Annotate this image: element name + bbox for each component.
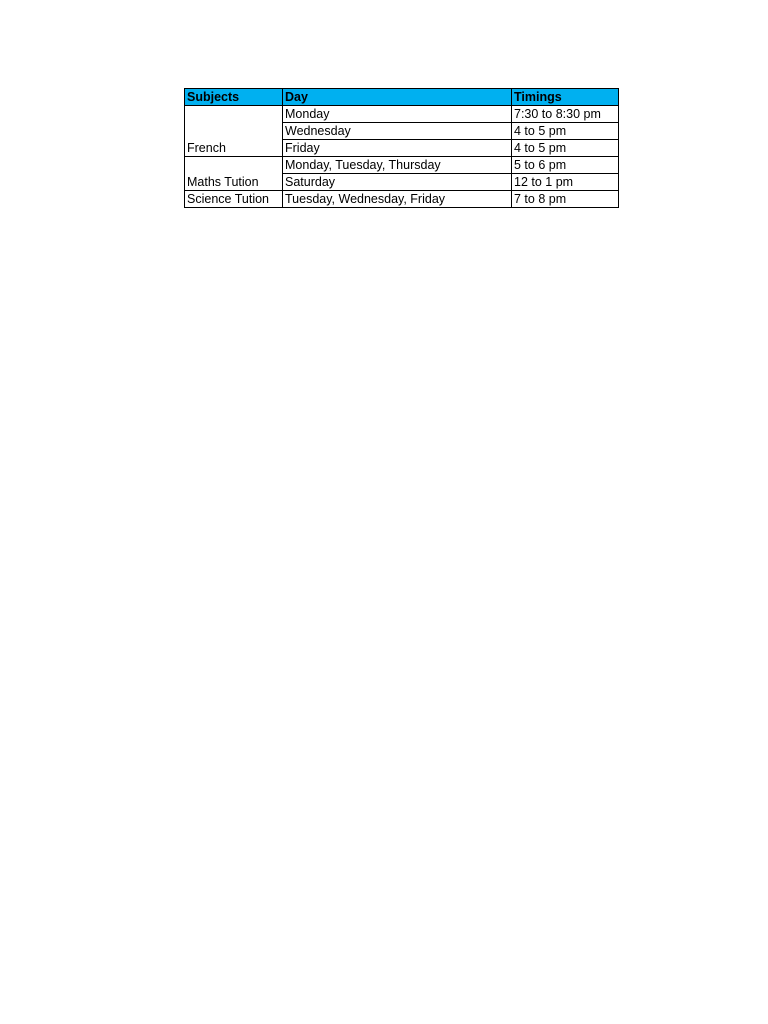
day-cell: Monday, Tuesday, Thursday <box>283 157 512 174</box>
table-row <box>185 157 619 174</box>
day-cell: Friday <box>283 140 512 157</box>
header-timings: Timings <box>512 89 619 106</box>
subject-cell: French <box>185 106 283 157</box>
subject-cell: Maths Tution <box>185 157 283 191</box>
table-row <box>185 106 619 123</box>
day-cell: Saturday <box>283 174 512 191</box>
table-header-row <box>185 89 619 106</box>
header-subjects: Subjects <box>185 89 283 106</box>
timing-cell: 4 to 5 pm <box>512 140 619 157</box>
day-cell: Wednesday <box>283 123 512 140</box>
subject-cell: Science Tution <box>185 191 283 208</box>
schedule-table <box>184 88 619 208</box>
timing-cell: 5 to 6 pm <box>512 157 619 174</box>
day-cell: Tuesday, Wednesday, Friday <box>283 191 512 208</box>
timing-cell: 4 to 5 pm <box>512 123 619 140</box>
timing-cell: 7 to 8 pm <box>512 191 619 208</box>
header-day: Day <box>283 89 512 106</box>
timing-cell: 7:30 to 8:30 pm <box>512 106 619 123</box>
day-cell: Monday <box>283 106 512 123</box>
timing-cell: 12 to 1 pm <box>512 174 619 191</box>
table-row <box>185 191 619 208</box>
